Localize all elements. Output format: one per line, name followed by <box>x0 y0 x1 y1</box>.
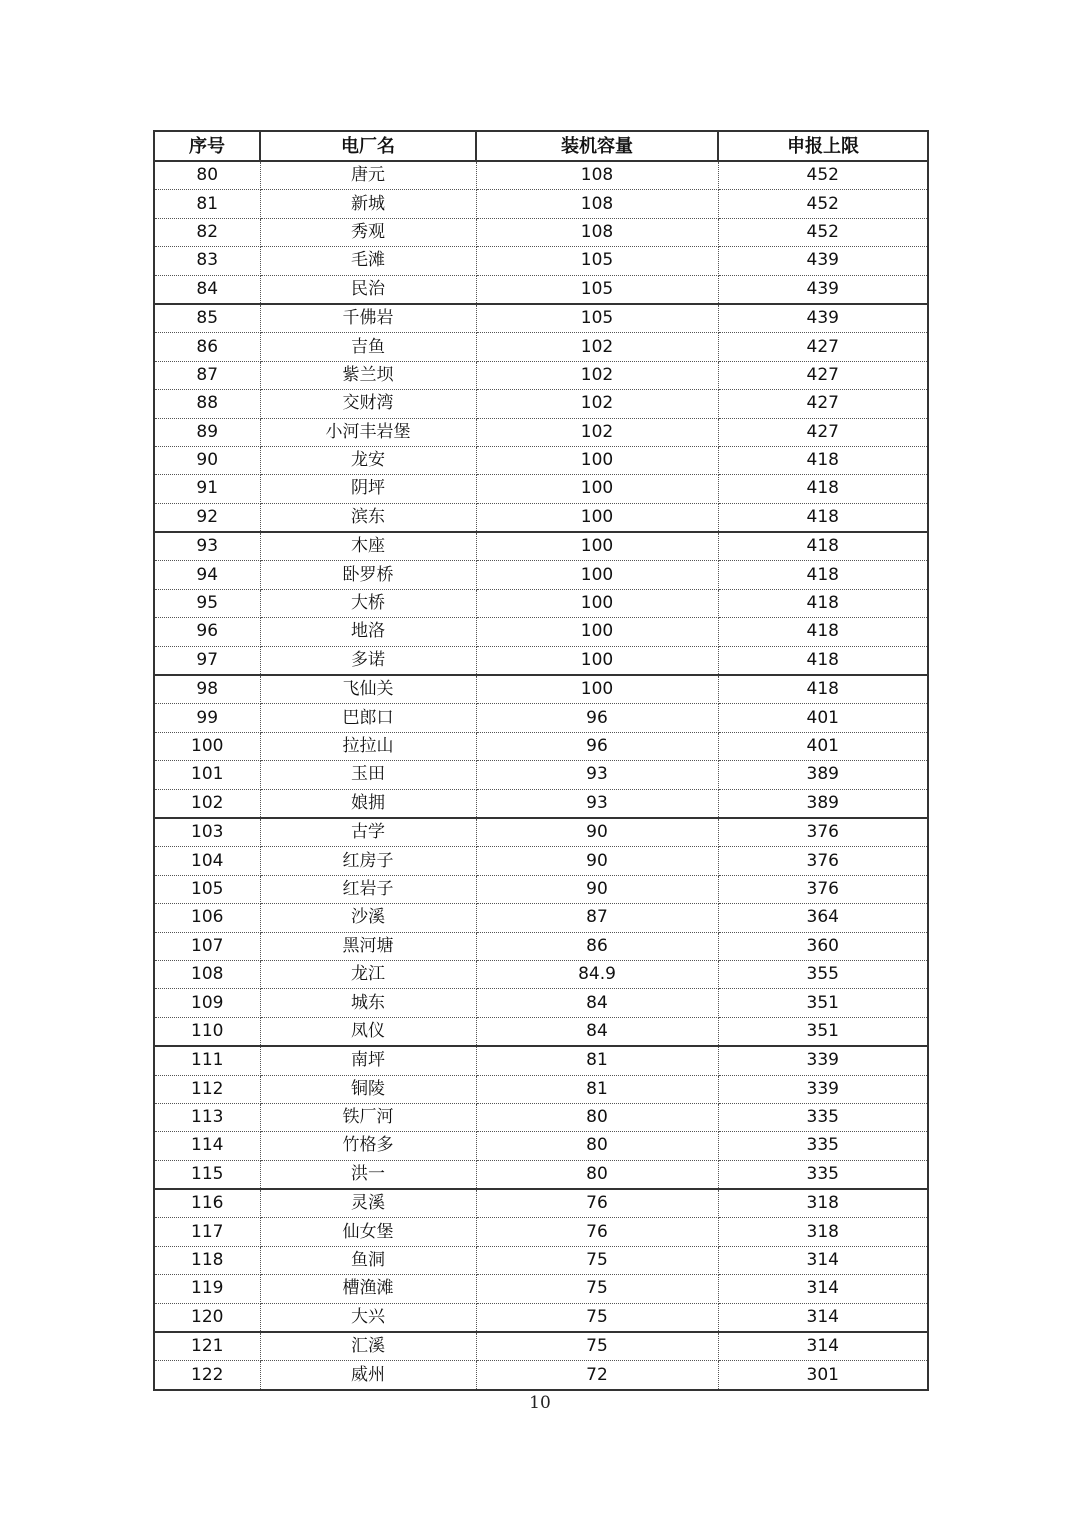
table-row <box>154 646 928 675</box>
table-row <box>154 475 928 503</box>
cell-serial-number: 80 <box>154 161 260 190</box>
cell-plant-name: 黑河塘 <box>260 932 476 960</box>
table-row <box>154 1189 928 1218</box>
cell-declared-limit: 418 <box>718 532 928 561</box>
table-row <box>154 932 928 960</box>
cell-serial-number: 104 <box>154 847 260 875</box>
cell-serial-number: 116 <box>154 1189 260 1218</box>
cell-plant-name: 滨东 <box>260 503 476 532</box>
table-row <box>154 333 928 361</box>
cell-declared-limit: 401 <box>718 732 928 760</box>
cell-installed-capacity: 105 <box>476 247 718 275</box>
cell-declared-limit: 360 <box>718 932 928 960</box>
cell-serial-number: 94 <box>154 561 260 589</box>
table-row <box>154 1303 928 1332</box>
cell-serial-number: 91 <box>154 475 260 503</box>
table-row <box>154 532 928 561</box>
cell-installed-capacity: 100 <box>476 561 718 589</box>
cell-plant-name: 秀观 <box>260 218 476 246</box>
cell-plant-name: 娘拥 <box>260 789 476 818</box>
table-row <box>154 1103 928 1131</box>
cell-serial-number: 88 <box>154 390 260 418</box>
cell-serial-number: 85 <box>154 304 260 333</box>
cell-installed-capacity: 80 <box>476 1160 718 1189</box>
cell-declared-limit: 318 <box>718 1218 928 1246</box>
cell-serial-number: 96 <box>154 618 260 646</box>
cell-plant-name: 多诺 <box>260 646 476 675</box>
cell-serial-number: 121 <box>154 1332 260 1361</box>
cell-plant-name: 沙溪 <box>260 904 476 932</box>
cell-plant-name: 红房子 <box>260 847 476 875</box>
cell-installed-capacity: 100 <box>476 503 718 532</box>
table-row <box>154 561 928 589</box>
cell-declared-limit: 418 <box>718 646 928 675</box>
table-row <box>154 1132 928 1160</box>
table-row <box>154 1275 928 1303</box>
cell-declared-limit: 335 <box>718 1132 928 1160</box>
table-header-row <box>154 131 928 161</box>
cell-serial-number: 82 <box>154 218 260 246</box>
cell-serial-number: 101 <box>154 761 260 789</box>
cell-declared-limit: 418 <box>718 475 928 503</box>
cell-plant-name: 凤仪 <box>260 1017 476 1046</box>
table-row <box>154 1075 928 1103</box>
cell-installed-capacity: 102 <box>476 361 718 389</box>
power-plant-table <box>153 130 929 1391</box>
table-row <box>154 818 928 847</box>
cell-declared-limit: 418 <box>718 589 928 617</box>
cell-serial-number: 99 <box>154 704 260 732</box>
cell-declared-limit: 314 <box>718 1275 928 1303</box>
table-row <box>154 190 928 218</box>
cell-declared-limit: 335 <box>718 1103 928 1131</box>
cell-plant-name: 大兴 <box>260 1303 476 1332</box>
cell-installed-capacity: 100 <box>476 532 718 561</box>
cell-plant-name: 大桥 <box>260 589 476 617</box>
cell-plant-name: 民治 <box>260 275 476 304</box>
cell-plant-name: 玉田 <box>260 761 476 789</box>
cell-serial-number: 90 <box>154 446 260 474</box>
cell-declared-limit: 376 <box>718 847 928 875</box>
cell-declared-limit: 427 <box>718 418 928 446</box>
cell-plant-name: 千佛岩 <box>260 304 476 333</box>
cell-serial-number: 118 <box>154 1246 260 1274</box>
table-row <box>154 1017 928 1046</box>
cell-declared-limit: 376 <box>718 818 928 847</box>
cell-declared-limit: 427 <box>718 333 928 361</box>
cell-plant-name: 竹格多 <box>260 1132 476 1160</box>
cell-plant-name: 飞仙关 <box>260 675 476 704</box>
cell-declared-limit: 339 <box>718 1075 928 1103</box>
table-row <box>154 618 928 646</box>
table-row <box>154 503 928 532</box>
table-row <box>154 1046 928 1075</box>
cell-declared-limit: 301 <box>718 1361 928 1390</box>
cell-serial-number: 108 <box>154 960 260 988</box>
cell-serial-number: 106 <box>154 904 260 932</box>
cell-installed-capacity: 100 <box>476 618 718 646</box>
table-row <box>154 675 928 704</box>
cell-serial-number: 114 <box>154 1132 260 1160</box>
table-row <box>154 247 928 275</box>
cell-declared-limit: 427 <box>718 390 928 418</box>
table-row <box>154 418 928 446</box>
cell-declared-limit: 439 <box>718 275 928 304</box>
cell-serial-number: 111 <box>154 1046 260 1075</box>
cell-plant-name: 吉鱼 <box>260 333 476 361</box>
cell-plant-name: 槽渔滩 <box>260 1275 476 1303</box>
cell-plant-name: 木座 <box>260 532 476 561</box>
cell-installed-capacity: 90 <box>476 875 718 903</box>
cell-installed-capacity: 75 <box>476 1246 718 1274</box>
header-serial-number: 序号 <box>154 131 260 161</box>
cell-serial-number: 81 <box>154 190 260 218</box>
cell-serial-number: 92 <box>154 503 260 532</box>
cell-installed-capacity: 100 <box>476 589 718 617</box>
cell-declared-limit: 364 <box>718 904 928 932</box>
cell-installed-capacity: 76 <box>476 1189 718 1218</box>
cell-installed-capacity: 90 <box>476 847 718 875</box>
cell-declared-limit: 318 <box>718 1189 928 1218</box>
cell-serial-number: 107 <box>154 932 260 960</box>
cell-declared-limit: 389 <box>718 761 928 789</box>
cell-plant-name: 古学 <box>260 818 476 847</box>
cell-plant-name: 毛滩 <box>260 247 476 275</box>
cell-declared-limit: 339 <box>718 1046 928 1075</box>
cell-declared-limit: 355 <box>718 960 928 988</box>
table-row <box>154 218 928 246</box>
table-row <box>154 1332 928 1361</box>
table-row <box>154 1246 928 1274</box>
table-row <box>154 960 928 988</box>
cell-serial-number: 87 <box>154 361 260 389</box>
cell-serial-number: 120 <box>154 1303 260 1332</box>
cell-installed-capacity: 86 <box>476 932 718 960</box>
cell-plant-name: 小河丰岩堡 <box>260 418 476 446</box>
header-declared-limit: 申报上限 <box>718 131 928 161</box>
cell-installed-capacity: 93 <box>476 761 718 789</box>
table-row <box>154 275 928 304</box>
cell-plant-name: 仙女堡 <box>260 1218 476 1246</box>
cell-serial-number: 93 <box>154 532 260 561</box>
cell-declared-limit: 314 <box>718 1303 928 1332</box>
cell-installed-capacity: 81 <box>476 1075 718 1103</box>
table-row <box>154 989 928 1017</box>
cell-installed-capacity: 105 <box>476 275 718 304</box>
cell-plant-name: 铁厂河 <box>260 1103 476 1131</box>
table-row <box>154 304 928 333</box>
cell-declared-limit: 452 <box>718 161 928 190</box>
table-row <box>154 704 928 732</box>
header-installed-capacity: 装机容量 <box>476 131 718 161</box>
cell-installed-capacity: 84.9 <box>476 960 718 988</box>
cell-plant-name: 龙江 <box>260 960 476 988</box>
cell-plant-name: 灵溪 <box>260 1189 476 1218</box>
cell-installed-capacity: 108 <box>476 218 718 246</box>
cell-plant-name: 交财湾 <box>260 390 476 418</box>
cell-serial-number: 109 <box>154 989 260 1017</box>
cell-installed-capacity: 84 <box>476 1017 718 1046</box>
cell-declared-limit: 418 <box>718 618 928 646</box>
cell-plant-name: 卧罗桥 <box>260 561 476 589</box>
table-row <box>154 789 928 818</box>
cell-plant-name: 巴郎口 <box>260 704 476 732</box>
cell-installed-capacity: 76 <box>476 1218 718 1246</box>
table-row <box>154 446 928 474</box>
cell-serial-number: 112 <box>154 1075 260 1103</box>
table-row <box>154 361 928 389</box>
cell-installed-capacity: 80 <box>476 1132 718 1160</box>
table-row <box>154 1361 928 1390</box>
cell-plant-name: 拉拉山 <box>260 732 476 760</box>
cell-installed-capacity: 100 <box>476 646 718 675</box>
cell-installed-capacity: 87 <box>476 904 718 932</box>
cell-serial-number: 98 <box>154 675 260 704</box>
page-number: 10 <box>529 1393 551 1413</box>
cell-installed-capacity: 102 <box>476 333 718 361</box>
cell-plant-name: 红岩子 <box>260 875 476 903</box>
table-row <box>154 761 928 789</box>
cell-plant-name: 龙安 <box>260 446 476 474</box>
cell-installed-capacity: 96 <box>476 732 718 760</box>
header-plant-name: 电厂名 <box>260 131 476 161</box>
cell-declared-limit: 427 <box>718 361 928 389</box>
cell-declared-limit: 335 <box>718 1160 928 1189</box>
cell-installed-capacity: 96 <box>476 704 718 732</box>
table-row <box>154 875 928 903</box>
cell-declared-limit: 314 <box>718 1332 928 1361</box>
cell-serial-number: 95 <box>154 589 260 617</box>
cell-plant-name: 紫兰坝 <box>260 361 476 389</box>
cell-installed-capacity: 105 <box>476 304 718 333</box>
cell-declared-limit: 418 <box>718 561 928 589</box>
cell-plant-name: 唐元 <box>260 161 476 190</box>
cell-plant-name: 鱼洞 <box>260 1246 476 1274</box>
cell-serial-number: 89 <box>154 418 260 446</box>
table-row <box>154 732 928 760</box>
table-row <box>154 161 928 190</box>
cell-installed-capacity: 72 <box>476 1361 718 1390</box>
cell-installed-capacity: 75 <box>476 1275 718 1303</box>
cell-installed-capacity: 75 <box>476 1303 718 1332</box>
cell-declared-limit: 452 <box>718 218 928 246</box>
cell-declared-limit: 401 <box>718 704 928 732</box>
table-body <box>154 161 928 1390</box>
cell-installed-capacity: 100 <box>476 475 718 503</box>
cell-declared-limit: 452 <box>718 190 928 218</box>
cell-installed-capacity: 100 <box>476 675 718 704</box>
cell-installed-capacity: 84 <box>476 989 718 1017</box>
cell-serial-number: 122 <box>154 1361 260 1390</box>
cell-serial-number: 117 <box>154 1218 260 1246</box>
table-row <box>154 589 928 617</box>
cell-plant-name: 新城 <box>260 190 476 218</box>
cell-declared-limit: 418 <box>718 675 928 704</box>
cell-serial-number: 100 <box>154 732 260 760</box>
table-row <box>154 847 928 875</box>
cell-plant-name: 南坪 <box>260 1046 476 1075</box>
cell-installed-capacity: 81 <box>476 1046 718 1075</box>
cell-plant-name: 阴坪 <box>260 475 476 503</box>
cell-plant-name: 汇溪 <box>260 1332 476 1361</box>
cell-declared-limit: 439 <box>718 247 928 275</box>
cell-serial-number: 83 <box>154 247 260 275</box>
cell-installed-capacity: 80 <box>476 1103 718 1131</box>
cell-serial-number: 115 <box>154 1160 260 1189</box>
cell-installed-capacity: 75 <box>476 1332 718 1361</box>
cell-declared-limit: 351 <box>718 989 928 1017</box>
cell-serial-number: 110 <box>154 1017 260 1046</box>
cell-declared-limit: 418 <box>718 446 928 474</box>
cell-plant-name: 地洛 <box>260 618 476 646</box>
cell-declared-limit: 389 <box>718 789 928 818</box>
cell-declared-limit: 418 <box>718 503 928 532</box>
table-row <box>154 904 928 932</box>
cell-serial-number: 105 <box>154 875 260 903</box>
table-row <box>154 1218 928 1246</box>
cell-serial-number: 102 <box>154 789 260 818</box>
cell-plant-name: 洪一 <box>260 1160 476 1189</box>
cell-serial-number: 119 <box>154 1275 260 1303</box>
cell-serial-number: 113 <box>154 1103 260 1131</box>
cell-declared-limit: 351 <box>718 1017 928 1046</box>
cell-installed-capacity: 108 <box>476 190 718 218</box>
cell-serial-number: 84 <box>154 275 260 304</box>
cell-plant-name: 城东 <box>260 989 476 1017</box>
cell-installed-capacity: 93 <box>476 789 718 818</box>
cell-installed-capacity: 100 <box>476 446 718 474</box>
table-row <box>154 390 928 418</box>
cell-serial-number: 103 <box>154 818 260 847</box>
cell-declared-limit: 314 <box>718 1246 928 1274</box>
cell-declared-limit: 376 <box>718 875 928 903</box>
cell-declared-limit: 439 <box>718 304 928 333</box>
cell-serial-number: 97 <box>154 646 260 675</box>
cell-plant-name: 威州 <box>260 1361 476 1390</box>
table-row <box>154 1160 928 1189</box>
cell-installed-capacity: 102 <box>476 418 718 446</box>
cell-installed-capacity: 102 <box>476 390 718 418</box>
cell-serial-number: 86 <box>154 333 260 361</box>
cell-plant-name: 铜陵 <box>260 1075 476 1103</box>
cell-installed-capacity: 108 <box>476 161 718 190</box>
cell-installed-capacity: 90 <box>476 818 718 847</box>
